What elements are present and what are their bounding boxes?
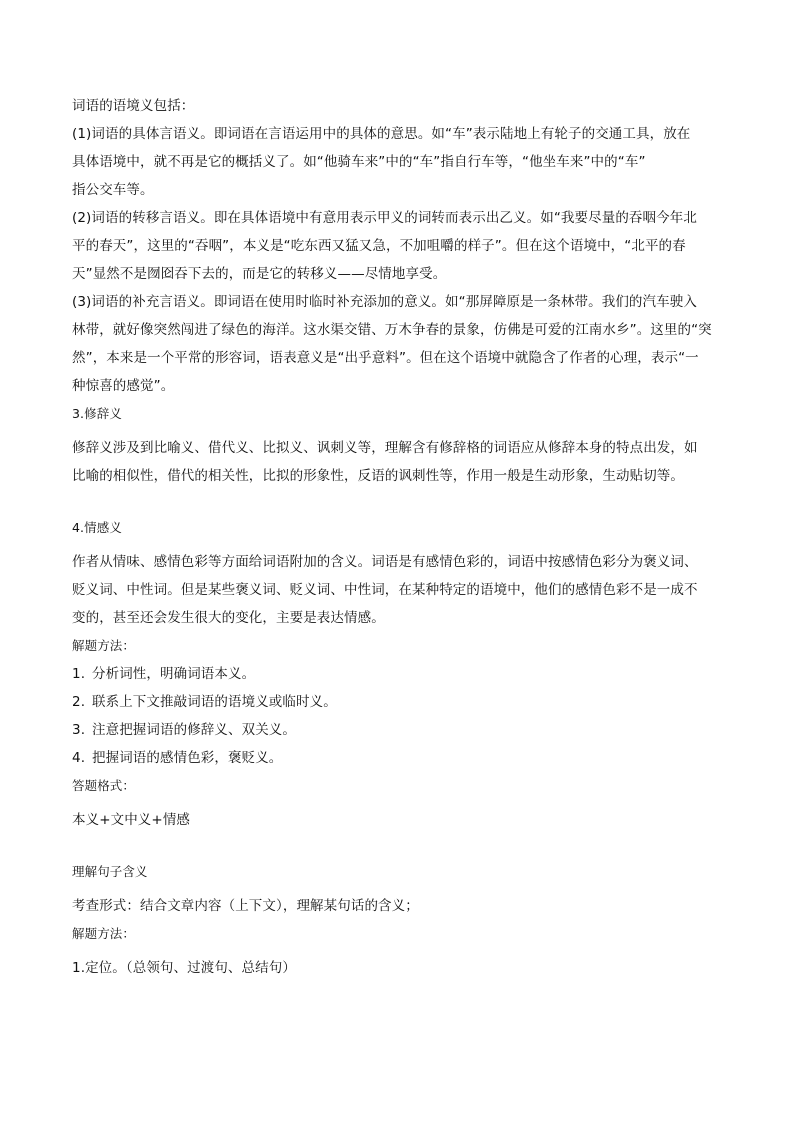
method-text: 把握词语的感情色彩，褒贬义。 [92,750,283,766]
format-text: 本义+文中义+情感 [72,812,191,828]
method-item [72,716,724,744]
exam-form-line: 考查形式：结合文章内容（上下文），理解某句话的含义； [72,898,419,914]
section4-title: 4.情感义 [72,520,122,535]
section3-title: 3.修辞义 [72,406,122,421]
section4-line-2: 贬义词、中性词。但是某些褒义词、贬义词、中性词，在某种特定的语境中，他们的感情色彩不是一成不 [72,582,698,598]
method-item [72,688,724,716]
method-title: 解题方法： [72,638,136,653]
method-item [72,744,724,772]
section3-line-1: 修辞义涉及到比喻义、借代义、比拟义、讽刺义等，理解含有修辞格的词语应从修辞本身的特点出发，如 [72,440,698,456]
method-text: 分析词性，明确词语本义。 [92,666,256,682]
para1-line-1: (1)词语的具体言语义。即词语在言语运用中的具体的意思。如“车”表示陆地上有轮子的交通工具，放在 [72,126,691,142]
para1-line-2: 具体语境中，就不再是它的概括义了。如“他骑车来”中的“车”指自行车等，“他坐车来”中的“车” [72,154,646,170]
para3-line-4: 种惊喜的感觉”。 [72,378,175,394]
method-title-2: 解题方法： [72,926,136,941]
section3-line-2: 比喻的相似性，借代的相关性，比拟的形象性，反语的讽刺性等，作用一般是生动形象，生动贴切等。 [72,468,684,484]
intro-line: 词语的语境义包括： [72,98,195,114]
sentence-section-title: 理解句子含义 [72,864,148,879]
document-page [72,92,724,982]
method-item [72,660,724,688]
para1-line-3: 指公交车等。 [72,182,154,198]
para2-line-2: 平的春天”，这里的“吞咽”，本义是“吃东西又猛又急，不加咀嚼的样子”。但在这个语境中，“北平的春 [72,238,686,254]
para3-line-3: 然”，本来是一个平常的形容词，语表意义是“出乎意料”。但在这个语境中就隐含了作者的心理，表示“一 [72,350,699,366]
para2-line-3: 天”显然不是囫囵吞下去的，而是它的转移义——尽情地享受。 [72,266,447,282]
para3-line-1: (3)词语的补充言语义。即词语在使用时临时补充添加的意义。如“那屏障原是一条林带。我们的汽车驶入 [72,294,697,310]
method-number: 4. [72,750,86,766]
method-number: 1. [72,666,86,682]
method-number: 3. [72,722,86,738]
section4-line-3: 变的，甚至还会发生很大的变化，主要是表达情感。 [72,610,385,626]
section4-line-1: 作者从情味、感情色彩等方面给词语附加的含义。词语是有感情色彩的，词语中按感情色彩分为褒义词、 [72,554,698,570]
format-title: 答题格式： [72,778,136,793]
para3-line-2: 林带，就好像突然闯进了绿色的海洋。这水渠交错、万木争春的景象，仿佛是可爱的江南水乡”。这里的“突 [72,322,712,338]
method-text: 联系上下文推敲词语的语境义或临时义。 [92,694,337,710]
step-1-line: 1.定位。（总领句、过渡句、总结句） [72,960,296,976]
method-text: 注意把握词语的修辞义、双关义。 [92,722,296,738]
para2-line-1: (2)词语的转移言语义。即在具体语境中有意用表示甲义的词转而表示出乙义。如“我要尽量的吞咽今年北 [72,210,697,226]
method-number: 2. [72,694,86,710]
